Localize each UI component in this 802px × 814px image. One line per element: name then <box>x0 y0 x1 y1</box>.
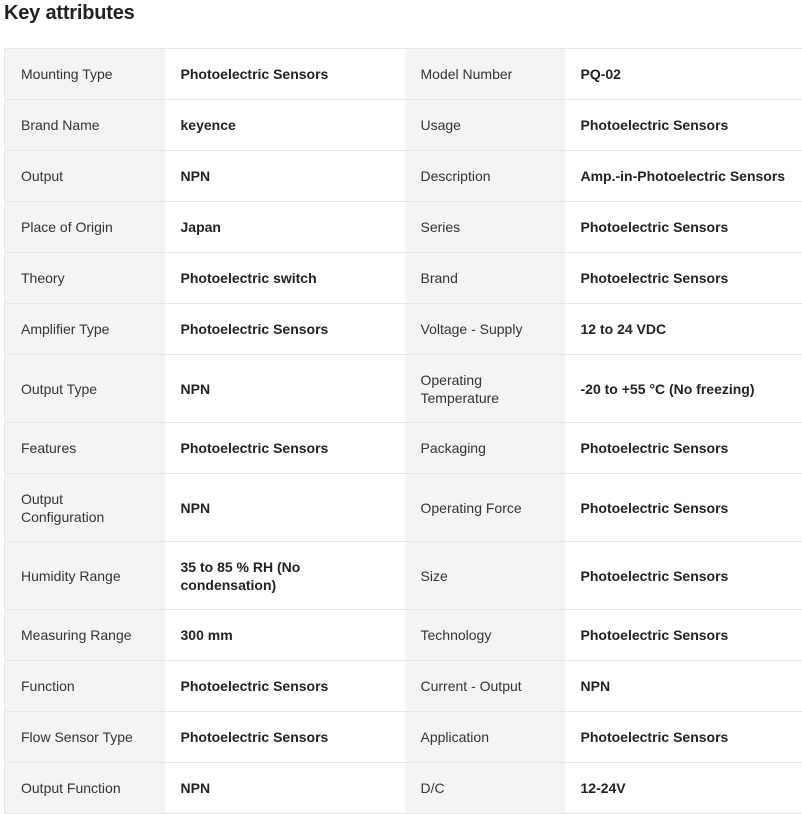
attribute-value: keyence <box>165 100 405 151</box>
attribute-value: NPN <box>165 763 405 814</box>
table-row <box>5 474 802 542</box>
table-row <box>5 304 802 355</box>
attribute-value: NPN <box>165 355 405 423</box>
attribute-label: Model Number <box>405 49 565 100</box>
table-row <box>5 253 802 304</box>
attribute-label: Humidity Range <box>5 542 165 610</box>
attribute-value: PQ-02 <box>565 49 802 100</box>
attribute-label: Operating Force <box>405 474 565 542</box>
attribute-value: Photoelectric Sensors <box>565 423 802 474</box>
attribute-value: Japan <box>165 202 405 253</box>
key-attributes-table <box>4 48 802 814</box>
table-row <box>5 661 802 712</box>
attribute-value: NPN <box>565 661 802 712</box>
table-row <box>5 202 802 253</box>
attribute-label: Operating Temperature <box>405 355 565 423</box>
table-row <box>5 355 802 423</box>
attribute-value: Photoelectric Sensors <box>165 661 405 712</box>
attribute-value: Photoelectric Sensors <box>565 202 802 253</box>
attribute-label: Measuring Range <box>5 610 165 661</box>
table-row <box>5 151 802 202</box>
attribute-label: Size <box>405 542 565 610</box>
attribute-label: Output Type <box>5 355 165 423</box>
attribute-value: -20 to +55 °C (No freezing) <box>565 355 802 423</box>
attribute-label: Current - Output <box>405 661 565 712</box>
table-row <box>5 712 802 763</box>
attribute-value: Photoelectric switch <box>165 253 405 304</box>
attribute-value: NPN <box>165 151 405 202</box>
attribute-label: Function <box>5 661 165 712</box>
attribute-value: 12 to 24 VDC <box>565 304 802 355</box>
attribute-value: Photoelectric Sensors <box>565 474 802 542</box>
attribute-label: Description <box>405 151 565 202</box>
attribute-value: 35 to 85 % RH (No condensation) <box>165 542 405 610</box>
table-row <box>5 100 802 151</box>
attribute-label: Technology <box>405 610 565 661</box>
attribute-label: Series <box>405 202 565 253</box>
section-title: Key attributes <box>4 2 135 25</box>
attribute-value: Photoelectric Sensors <box>165 49 405 100</box>
attribute-value: Amp.-in-Photoelectric Sensors <box>565 151 802 202</box>
attribute-label: Output Function <box>5 763 165 814</box>
attribute-value: Photoelectric Sensors <box>165 304 405 355</box>
attribute-label: Output <box>5 151 165 202</box>
attribute-value: Photoelectric Sensors <box>565 542 802 610</box>
table-row <box>5 763 802 814</box>
attribute-label: Flow Sensor Type <box>5 712 165 763</box>
attribute-value: Photoelectric Sensors <box>565 253 802 304</box>
attribute-value: NPN <box>165 474 405 542</box>
attribute-label: Mounting Type <box>5 49 165 100</box>
attribute-value: 300 mm <box>165 610 405 661</box>
attribute-label: D/C <box>405 763 565 814</box>
attribute-label: Features <box>5 423 165 474</box>
table-row <box>5 542 802 610</box>
attribute-value: 12-24V <box>565 763 802 814</box>
attribute-value: Photoelectric Sensors <box>165 712 405 763</box>
attribute-label: Application <box>405 712 565 763</box>
attribute-label: Amplifier Type <box>5 304 165 355</box>
table-row <box>5 423 802 474</box>
attribute-label: Place of Origin <box>5 202 165 253</box>
attribute-label: Voltage - Supply <box>405 304 565 355</box>
attribute-label: Brand <box>405 253 565 304</box>
table-row <box>5 610 802 661</box>
attribute-label: Theory <box>5 253 165 304</box>
attribute-label: Brand Name <box>5 100 165 151</box>
attribute-value: Photoelectric Sensors <box>565 100 802 151</box>
attribute-value: Photoelectric Sensors <box>565 610 802 661</box>
table-row <box>5 49 802 100</box>
attribute-label: Output Configuration <box>5 474 165 542</box>
attribute-value: Photoelectric Sensors <box>565 712 802 763</box>
attribute-label: Packaging <box>405 423 565 474</box>
attribute-label: Usage <box>405 100 565 151</box>
attribute-value: Photoelectric Sensors <box>165 423 405 474</box>
